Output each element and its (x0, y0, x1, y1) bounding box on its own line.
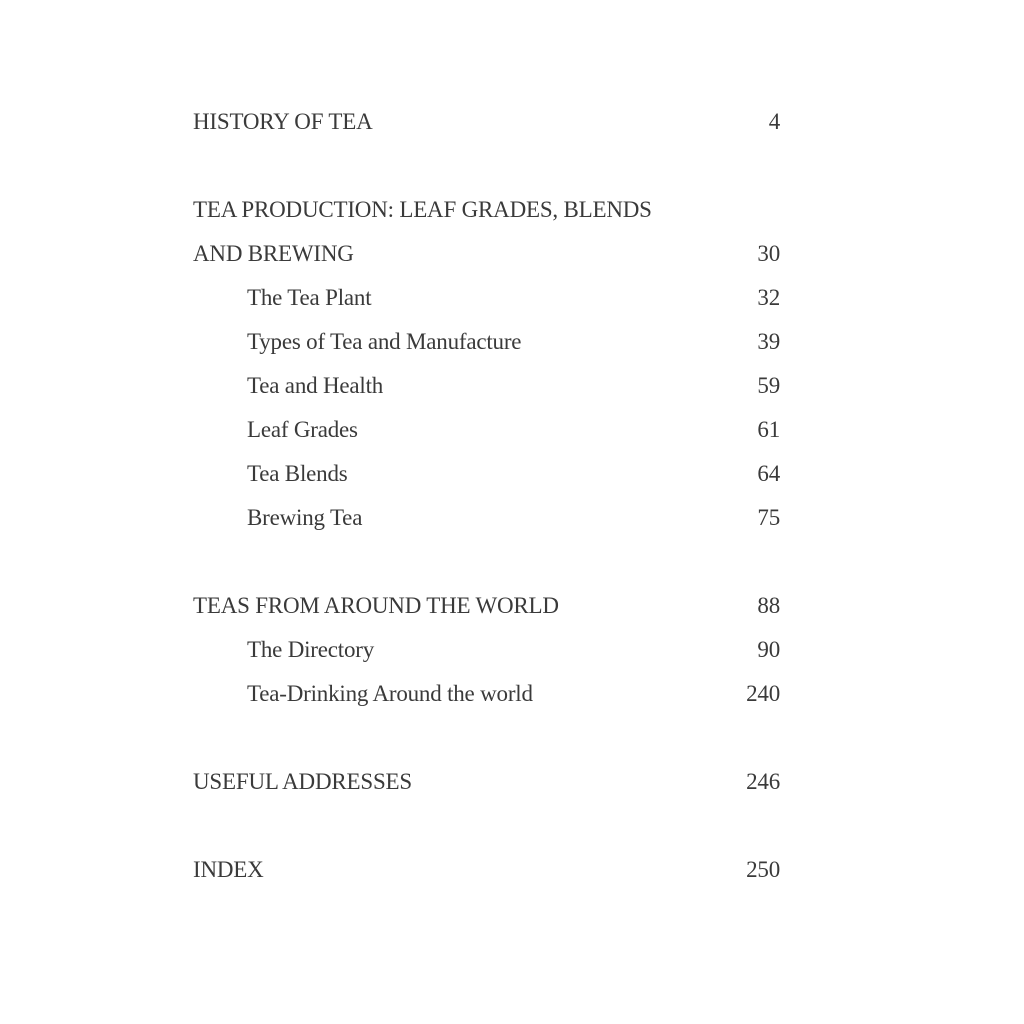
toc-entry-title: Tea Blends (247, 461, 348, 486)
toc-entry-title: HISTORY OF TEA (193, 109, 373, 134)
toc-entry-page: 61 (757, 417, 780, 442)
toc-entry-title: Tea-Drinking Around the world (247, 681, 533, 706)
toc-subentry[interactable] (193, 364, 780, 408)
toc-subentry[interactable] (193, 452, 780, 496)
toc-subentry[interactable] (193, 408, 780, 452)
toc-subentry[interactable] (193, 320, 780, 364)
toc-subentry[interactable] (193, 628, 780, 672)
toc-section-history (193, 100, 780, 144)
toc-entry-page: 32 (757, 285, 780, 310)
toc-entry-title: TEAS FROM AROUND THE WORLD (193, 593, 559, 618)
toc-entry-title: Tea and Health (247, 373, 384, 398)
toc-section-index (193, 848, 780, 892)
toc-entry-title: Types of Tea and Manufacture (247, 329, 522, 354)
toc-entry-title: The Directory (247, 637, 375, 662)
toc-entry[interactable] (193, 100, 780, 144)
toc-entry-title: The Tea Plant (247, 285, 372, 310)
toc-entry[interactable] (193, 232, 780, 276)
toc-entry-title: USEFUL ADDRESSES (193, 769, 412, 794)
toc-entry-page: 64 (757, 461, 780, 486)
toc-entry-title: AND BREWING (193, 241, 354, 266)
toc-entry-page: 39 (757, 329, 780, 354)
toc-entry-page: 88 (757, 593, 780, 618)
toc-entry[interactable] (193, 848, 780, 892)
toc-entry[interactable] (193, 188, 780, 232)
toc-entry-title: TEA PRODUCTION: LEAF GRADES, BLENDS (193, 197, 652, 222)
toc-entry-page: 4 (768, 109, 780, 134)
table-of-contents (193, 100, 780, 936)
toc-section-addresses (193, 760, 780, 804)
toc-entry-page: 246 (746, 769, 780, 794)
toc-subentry[interactable] (193, 496, 780, 540)
toc-entry-page: 75 (757, 505, 780, 530)
toc-subentry[interactable] (193, 672, 780, 716)
toc-entry[interactable] (193, 760, 780, 804)
toc-entry-page: 59 (757, 373, 780, 398)
toc-subentry[interactable] (193, 276, 780, 320)
toc-entry-page: 240 (746, 681, 780, 706)
toc-section-world (193, 584, 780, 716)
toc-entry-page: 30 (757, 241, 780, 266)
toc-entry-title: Brewing Tea (247, 505, 363, 530)
toc-entry-title: Leaf Grades (247, 417, 358, 442)
toc-entry-page: 250 (746, 857, 780, 882)
toc-entry[interactable] (193, 584, 780, 628)
toc-entry-page: 90 (757, 637, 780, 662)
toc-section-production (193, 188, 780, 540)
toc-entry-title: INDEX (193, 857, 264, 882)
